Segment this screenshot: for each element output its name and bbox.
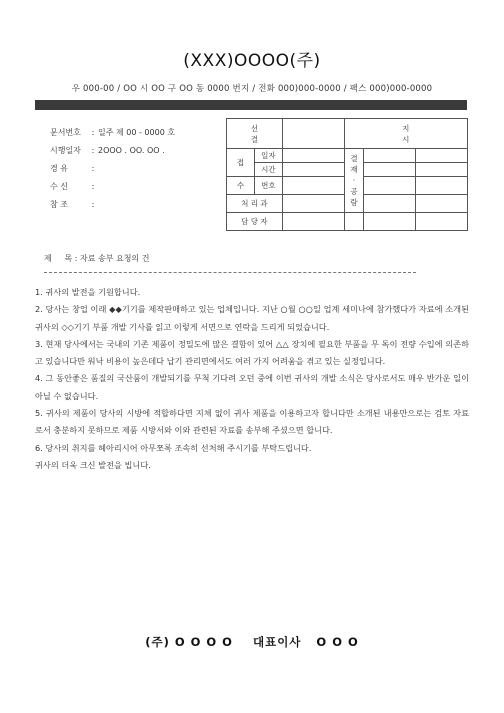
- approval-cell-dam-dang-ja: 담 당 자: [227, 213, 283, 231]
- meta-separator: :: [91, 163, 95, 173]
- approval-cell: [282, 163, 344, 177]
- approval-cell: [416, 149, 468, 163]
- closing-line: 귀사의 더욱 크신 발전을 빕니다.: [35, 459, 151, 470]
- approval-cell: [282, 195, 344, 213]
- meta-row-doc-number: [50, 123, 175, 141]
- approval-cell-su: 수: [227, 177, 255, 195]
- approval-cell: [344, 213, 364, 231]
- approval-cell: [416, 195, 468, 213]
- paragraph-6: 6. 당사의 취지를 헤아리시어 아무쪼록 조속히 선처해 주시기를 부탁드립니다.: [35, 442, 312, 453]
- approval-cell-jeop: 접: [227, 149, 255, 177]
- subject-separator: :: [74, 254, 80, 263]
- meta-key: 수 신: [50, 181, 68, 191]
- signature: (주) O O O O 대표이사 O O O: [145, 635, 359, 649]
- paragraph-5: 5. 귀사의 제품이 당사의 시방에 적합하다면 지체 없이 귀사 제품을 이용하고자 합니다만 소개된 내용만으로는 검토 자료로서 충분하지 못하므로 제품 시방서와 이와 관련된 자료를 송부해 주셨으면 합니다.: [35, 408, 469, 436]
- meta-separator: :: [91, 199, 95, 209]
- meta-row-via: [50, 159, 175, 177]
- meta-key: 경 유: [50, 163, 68, 173]
- meta-separator: :: [91, 127, 95, 137]
- approval-cell: [282, 119, 344, 149]
- paragraph-3: 3. 현재 당사에서는 국내의 기존 제품이 정밀도에 많은 결함이 있어 △△ 장치에 필요한 부품을 무 독이 전량 수입에 의존하고 있습니다만 워낙 비용이 높은데다 납기 관리면에서도 여러 가지 어려움을 겪고 있는 실정입니다.: [35, 338, 469, 367]
- meta-key: 시행일자: [50, 145, 81, 155]
- meta-row-reference: [50, 195, 175, 213]
- header-bar: [35, 100, 467, 110]
- document-meta: [50, 123, 175, 213]
- meta-key: 참 조: [50, 199, 68, 209]
- approval-cell: [282, 213, 344, 231]
- meta-value: 일주 제 00 - 0000 호: [98, 127, 176, 137]
- approval-cell: [416, 213, 468, 231]
- approval-cell-cheo-ri-gwa: 처 리 과: [227, 195, 283, 213]
- subject-value: 자료 송부 요청의 건: [79, 254, 150, 263]
- approval-cell: [364, 163, 416, 177]
- meta-separator: :: [91, 145, 95, 155]
- subject-line: [44, 253, 149, 264]
- approval-cell: [282, 149, 344, 163]
- approval-cell-ji-si: 지 시: [344, 119, 467, 149]
- approval-cell: [364, 177, 416, 195]
- approval-cell: [364, 149, 416, 163]
- approval-table: [226, 118, 468, 231]
- company-title: (XXX)OOOO(주): [183, 51, 321, 71]
- approval-cell-il-ja: 일자: [254, 149, 282, 163]
- approval-cell-gyeol-jae: 결 재 · 공 람: [344, 149, 364, 213]
- subject-label: 제 목: [44, 254, 73, 263]
- paragraph-2: 2. 당사는 창업 이래 ◆◆기기를 제작판매하고 있는 업체입니다. 지난 ○월 ○○일 업계 세미나에 참가했다가 자료에 소개된 귀사의 ◇◇기기 부품 개발 기사를 읽고 이렇게 서면으로 연락을 드리게 되었습니다.: [35, 304, 469, 332]
- meta-separator: :: [91, 181, 95, 191]
- paragraph-4: 4. 그 동안좋은 품질의 국산품이 개발되기를 무척 기다려 오던 중에 이번 귀사의 개발 소식은 당사로서도 매우 반가운 일이 아닐 수 없습니다.: [35, 373, 469, 401]
- approval-cell: [416, 163, 468, 177]
- approval-cell: [364, 195, 416, 213]
- letter-body: [35, 284, 469, 474]
- divider-line: [44, 272, 416, 273]
- approval-cell-seon-gyeol: 선 결: [227, 119, 283, 149]
- approval-cell-beon-ho: 번호: [254, 177, 282, 195]
- approval-cell: [416, 177, 468, 195]
- paragraph-1: 1. 귀사의 발전을 기원합니다.: [35, 287, 141, 297]
- meta-value: 2OOO . OO. OO .: [98, 145, 165, 155]
- approval-cell: [282, 177, 344, 195]
- meta-row-date: [50, 141, 175, 159]
- meta-row-recipient: [50, 177, 175, 195]
- address-line: 우 000-00 / OO 시 OO 구 OO 동 0000 번지 / 전화 000)000-0000 / 팩스 000)000-0000: [71, 84, 433, 94]
- meta-key: 문서번호: [50, 127, 81, 137]
- approval-cell-si-gan: 시간: [254, 163, 282, 177]
- approval-cell: [364, 213, 416, 231]
